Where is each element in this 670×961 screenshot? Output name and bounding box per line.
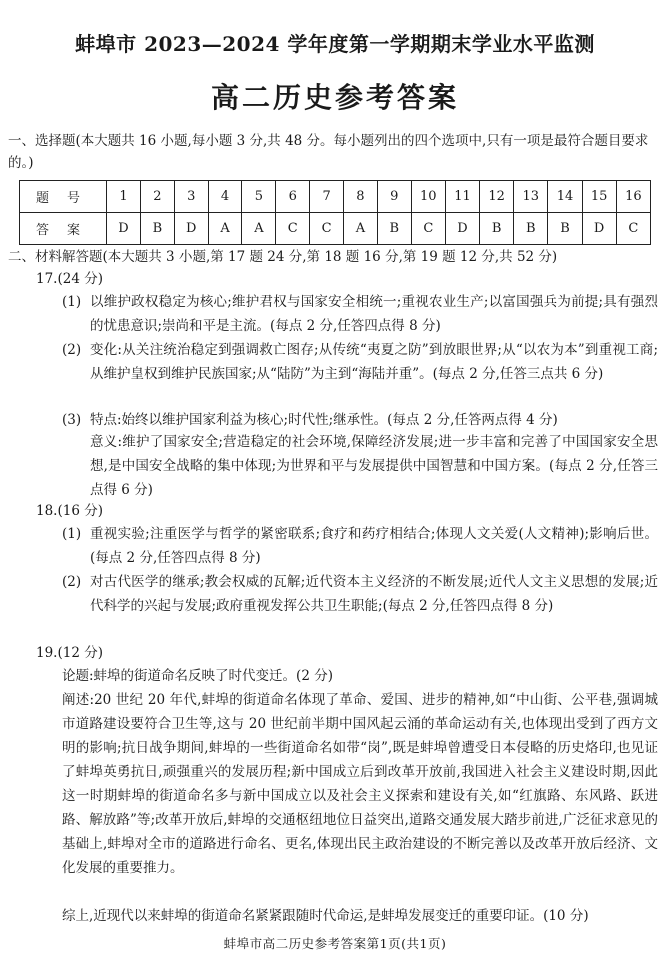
document-subtitle: 高二历史参考答案: [210, 81, 459, 114]
table-cell: 1: [107, 181, 141, 213]
table-cell: C: [276, 213, 310, 245]
q17-answer-3-meaning: 意义:维护了国家安全;营造稳定的社会环境,保障经济发展;进一步丰富和完善了中国国家安全思想,是中国安全战略的集中体现;为世界和平与发展提供中国智慧和中国方案。(每点 2 分,任答三点得 6 分): [90, 434, 658, 498]
page-footer: 蚌埠市高二历史参考答案第1页(共1页): [223, 936, 447, 951]
table-cell: 9: [377, 181, 411, 213]
table-cell: D: [107, 213, 141, 245]
table-cell: A: [242, 213, 276, 245]
section2-heading: 二、材料解答题(本大题共 3 小题,第 17 题 24 分,第 18 题 16 分,第 19 题 12 分,共 52 分): [8, 249, 558, 265]
q19-conclusion: 综上,近现代以来蚌埠的街道命名紧紧跟随时代命运,是蚌埠发展变迁的重要印证。(10 分): [62, 908, 589, 924]
item-label: (2): [62, 574, 82, 590]
exam-title: 蚌埠市 2023—2024 学年度第一学期期末学业水平监测: [75, 32, 595, 56]
item-label: (2): [62, 342, 82, 358]
table-cell: B: [514, 213, 548, 245]
q19-thesis: 论题:蚌埠的街道命名反映了时代变迁。(2 分): [62, 668, 333, 684]
question-17-number: 17.(24 分): [36, 271, 103, 287]
item-label: (1): [62, 294, 82, 310]
table-cell: B: [140, 213, 174, 245]
table-cell: 4: [208, 181, 242, 213]
table-row-numbers: [20, 181, 651, 213]
item-text: 对古代医学的继承;教会权威的瓦解;近代资本主义经济的不断发展;近代人文主义思想的发展;近代科学的兴起与发展;政府重视发挥公共卫生职能;(每点 2 分,任答四点得 8 分): [90, 574, 658, 614]
table-cell: 13: [514, 181, 548, 213]
q19-argument: 阐述:20 世纪 20 年代,蚌埠的街道命名体现了革命、爱国、进步的精神,如“中山街、公平巷,强调城市道路建设要符合卫生等,这与 20 世纪前半期中国风起云涌的革命运动有关,也体现出受到了西方文明的影响;抗日战争期间,蚌埠的一些街道命名如带“岗”,既是蚌埠曾遭受日本侵略的历史烙印,也见证了蚌埠英勇抗日,顽强重兴的发展历程;新中国成立后到改革开放前,我国进入社会主义建设时期,因此这一时期蚌埠的街道命名多与新中国成立以及社会主义探索和建设有关,如“红旗路、东风路、跃进路、解放路”等;改革开放后,蚌埠的交通枢纽地位日益突出,道路交通发展大踏步前进,广泛征求意见的基础上,蚌埠对全市的道路进行命名、更名,体现出民主政治建设的不断完善以及改革开放后经济、文化发展的重要推力。: [62, 692, 658, 876]
table-cell: 7: [310, 181, 344, 213]
item-text: 重视实验;注重医学与哲学的紧密联系;食疗和药疗相结合;体现人文关爱(人文精神);影响后世。(每点 2 分,任答四点得 8 分): [90, 526, 658, 566]
table-row-answers: [20, 213, 651, 245]
answer-table: [19, 180, 651, 245]
q18-answer-2: [62, 570, 658, 618]
table-cell: B: [548, 213, 582, 245]
table-cell: 2: [140, 181, 174, 213]
table-cell: D: [582, 213, 616, 245]
table-cell: 14: [548, 181, 582, 213]
table-cell: D: [445, 213, 479, 245]
q17-answer-3: [62, 408, 658, 432]
table-cell: A: [208, 213, 242, 245]
item-label: (3): [62, 412, 82, 428]
table-cell: B: [480, 213, 514, 245]
q17-answer-2: [62, 338, 658, 386]
q18-answer-1: [62, 522, 658, 570]
item-text: 特点:始终以维护国家利益为核心;时代性;继承性。(每点 2 分,任答两点得 4 分): [90, 412, 558, 428]
item-text: 变化:从关注统治稳定到强调救亡图存;从传统“夷夏之防”到放眼世界;从“以农为本”到重视工商;从维护皇权到维护民族国家;从“陆防”为主到“海陆并重”。(每点 2 分,任答三点共 6 分): [90, 342, 658, 382]
section1-heading: 一、选择题(本大题共 16 小题,每小题 3 分,共 48 分。每小题列出的四个选项中,只有一项是最符合题目要求的。): [8, 133, 649, 171]
table-cell: 5: [242, 181, 276, 213]
row-label-answer: 答案: [20, 213, 107, 245]
table-cell: 11: [445, 181, 479, 213]
row-label-number: 题号: [20, 181, 107, 213]
table-cell: 16: [616, 181, 650, 213]
item-label: (1): [62, 526, 82, 542]
table-cell: D: [174, 213, 208, 245]
item-text: 以维护政权稳定为核心;维护君权与国家安全相统一;重视农业生产;以富国强兵为前提;具有强烈的忧患意识;崇尚和平是主流。(每点 2 分,任答四点得 8 分): [90, 294, 658, 334]
q17-answer-1: [62, 290, 658, 338]
table-cell: 6: [276, 181, 310, 213]
question-18-number: 18.(16 分): [36, 503, 103, 519]
table-cell: 12: [480, 181, 514, 213]
table-cell: A: [344, 213, 378, 245]
table-cell: C: [616, 213, 650, 245]
table-cell: 3: [174, 181, 208, 213]
question-19-number: 19.(12 分): [36, 645, 103, 661]
table-cell: 15: [582, 181, 616, 213]
table-cell: B: [377, 213, 411, 245]
table-cell: C: [411, 213, 445, 245]
table-cell: C: [310, 213, 344, 245]
table-cell: 10: [411, 181, 445, 213]
table-cell: 8: [344, 181, 378, 213]
